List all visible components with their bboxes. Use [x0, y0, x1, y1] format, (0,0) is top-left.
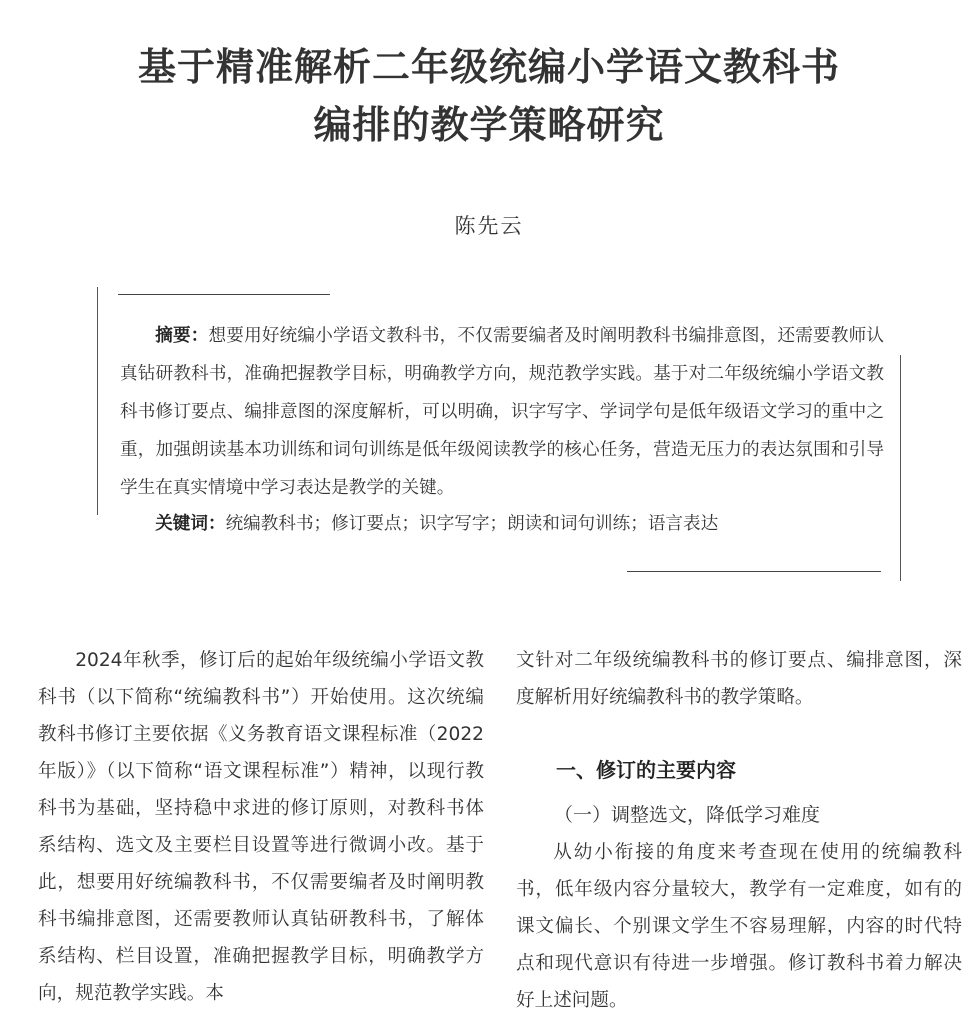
title-line-1: 基于精准解析二年级统编小学语文教科书 [137, 45, 840, 89]
abstract-right-rule [900, 355, 901, 581]
abstract-left-rule [97, 287, 98, 515]
abstract [120, 317, 884, 507]
keywords-label: 关键词： [155, 514, 226, 534]
abstract-top-rule [118, 294, 330, 295]
body-paragraph-2: 从幼小衔接的角度来考查现在使用的统编教科书，低年级内容分量较大，教学有一定难度，如有的课文偏长、个别课文学生不容易理解，内容的时代特点和现代意识有待进一步增强。修订教科书着力解决好上述问题。 [516, 842, 962, 1011]
abstract-label: 摘要： [155, 326, 209, 346]
title-line-2: 编排的教学策略研究 [313, 103, 665, 147]
abstract-bottom-rule [627, 571, 881, 572]
body-column-right [516, 642, 962, 1019]
keywords [120, 505, 884, 543]
body-paragraph-1: 2024年秋季，修订后的起始年级统编小学语文教科书（以下简称“统编教科书”）开始使用。这次统编教科书修订主要依据《义务教育语文课程标准（2022年版）》（以下简称“语文课程标准”）精神，以现行教科书为基础，坚持稳中求进的修订原则，对教科书体系结构、选文及主要栏目设置等进行微调小改。基于此，想要用好统编教科书，不仅需要编者及时阐明教科书编排意图，还需要教师认真钻研教科书，了解体系结构、栏目设置，准确把握教学目标，明确教学方向，规范教学实践。本 [38, 650, 484, 1004]
abstract-text: 想要用好统编小学语文教科书，不仅需要编者及时阐明教科书编排意图，还需要教师认真钻研教科书，准确把握教学目标，明确教学方向，规范教学实践。基于对二年级统编小学语文教科书修订要点、编排意图的深度解析，可以明确，识字写字、学词学句是低年级语文学习的重中之重，加强朗读基本功训练和词句训练是低年级阅读教学的核心任务，营造无压力的表达氛围和引导学生在真实情境中学习表达是教学的关键。 [120, 326, 884, 498]
body-paragraph-1-continued: 文针对二年级统编教科书的修订要点、编排意图，深度解析用好统编教科书的教学策略。 [516, 650, 962, 708]
section-heading-1: 一、修订的主要内容 [556, 758, 736, 782]
subsection-heading-1: （一）调整选文，降低学习难度 [554, 804, 821, 826]
paper-title [0, 38, 978, 154]
keywords-text: 统编教科书；修订要点；识字写字；朗读和词句训练；语言表达 [225, 514, 719, 534]
body-column-left [38, 642, 484, 1012]
author-name: 陈先云 [454, 214, 524, 238]
